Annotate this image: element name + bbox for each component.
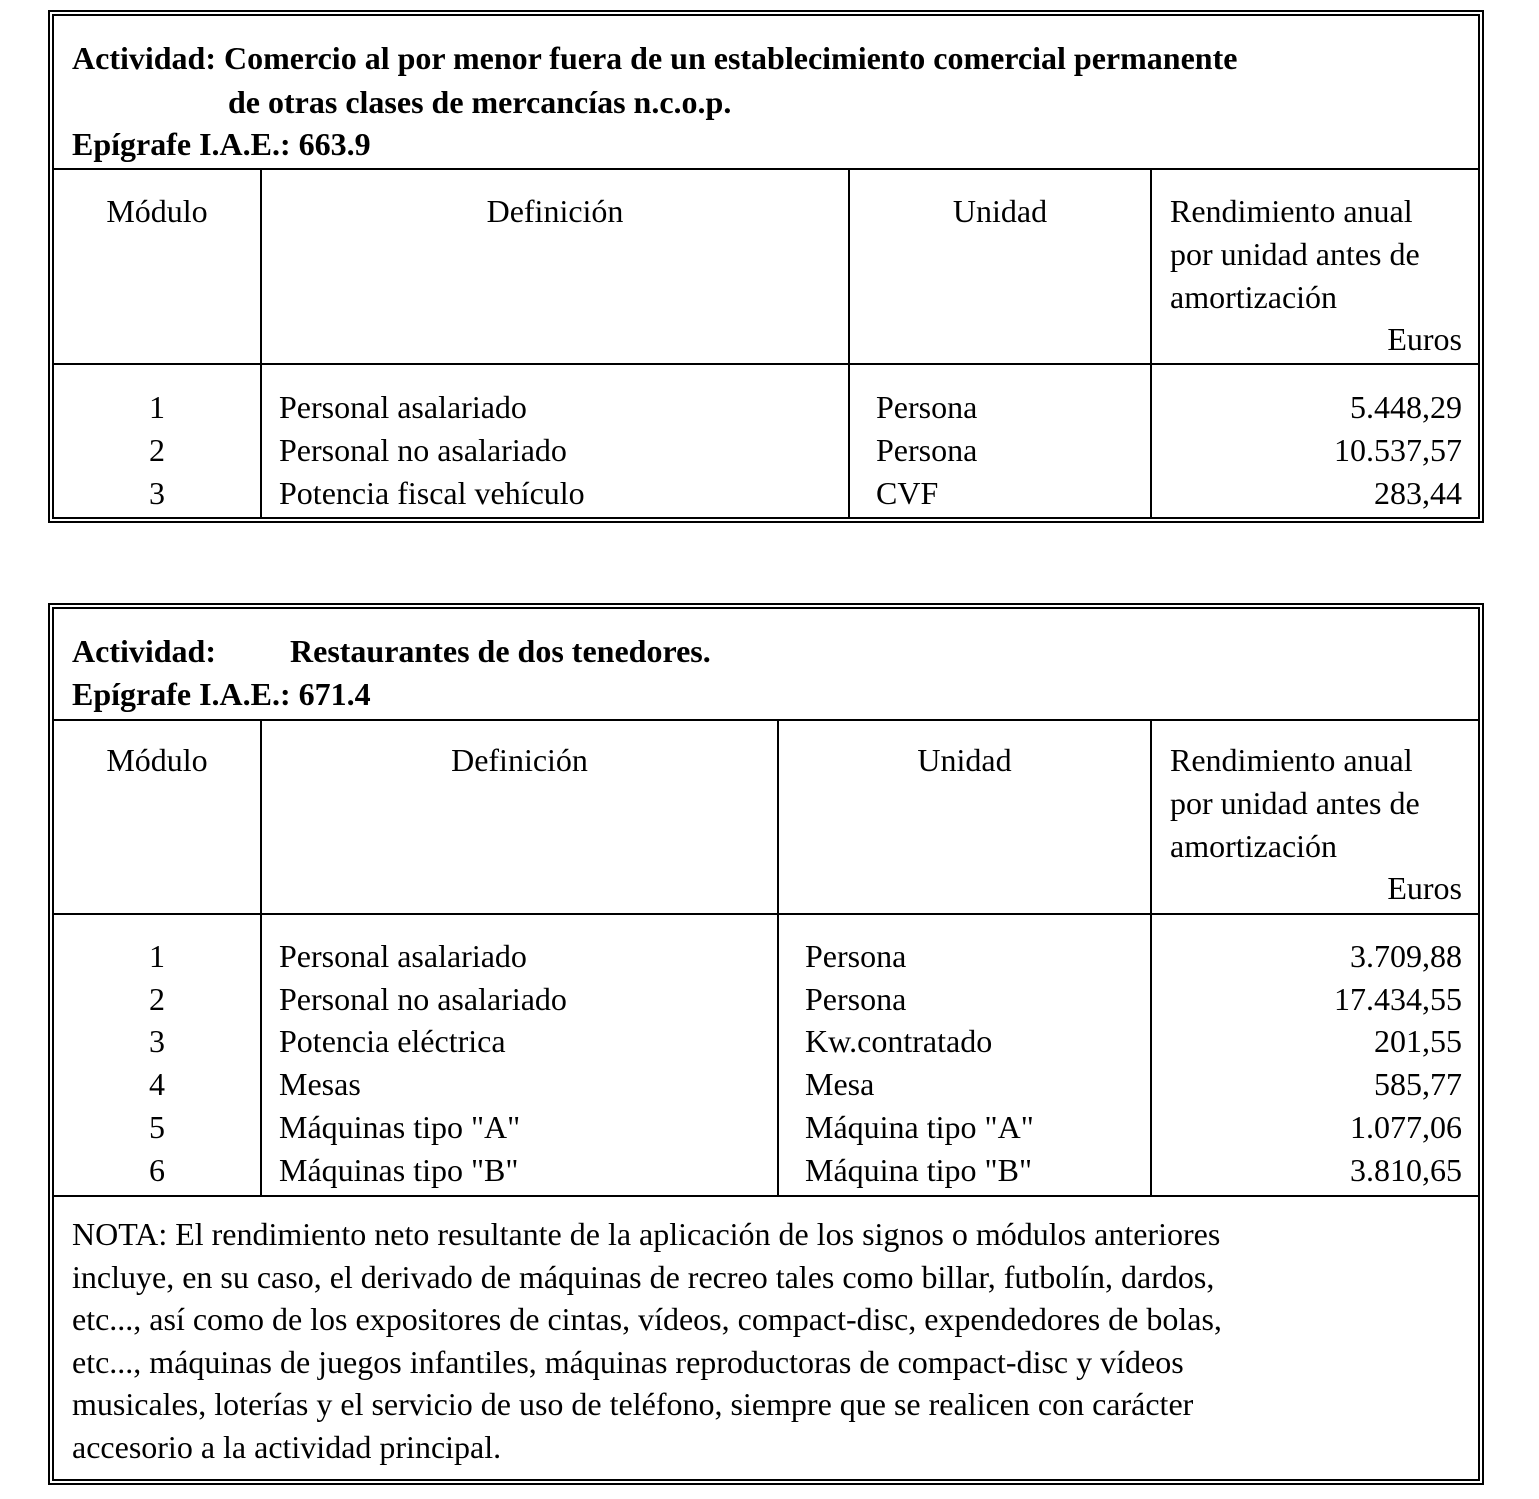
column-header-rendimiento: por unidad antes de	[1170, 236, 1420, 272]
cell-rendimiento: 201,55	[1374, 1023, 1462, 1059]
cell-rendimiento: 585,77	[1374, 1066, 1462, 1102]
cell-modulo: 1	[149, 938, 165, 974]
cell-unidad: Persona	[876, 389, 978, 425]
cell-definicion: Máquinas tipo "A"	[279, 1109, 521, 1145]
column-header-unit-euros: Euros	[1387, 870, 1462, 906]
nota-divider	[54, 1195, 1478, 1197]
cell-definicion: Potencia fiscal vehículo	[279, 475, 585, 511]
cell-unidad: Máquina tipo "A"	[805, 1109, 1034, 1145]
cell-rendimiento: 3.709,88	[1350, 938, 1462, 974]
cell-modulo: 1	[149, 389, 165, 425]
table-header-activity	[54, 609, 1478, 721]
cell-rendimiento: 3.810,65	[1350, 1152, 1462, 1188]
cell-definicion: Personal no asalariado	[279, 981, 567, 1017]
cell-unidad: Kw.contratado	[805, 1023, 993, 1059]
nota-line: incluye, en su caso, el derivado de máquinas de recreo tales como billar, futbolín, dardos,	[72, 1258, 1215, 1295]
activity-name-continued: de otras clases de mercancías n.c.o.p.	[228, 84, 732, 120]
table-header-activity	[54, 16, 1478, 170]
column-header-unidad: Unidad	[952, 193, 1048, 229]
cell-modulo: 2	[149, 432, 165, 468]
cell-rendimiento: 283,44	[1374, 475, 1462, 511]
cell-rendimiento: 17.434,55	[1334, 981, 1462, 1017]
column-divider	[1150, 719, 1152, 1197]
nota-paragraph	[72, 1213, 1460, 1468]
nota-line: NOTA: El rendimiento neto resultante de la aplicación de los signos o módulos anteriores	[72, 1216, 1221, 1252]
nota-line: etc..., así como de los expositores de cintas, vídeos, compact-disc, expendedores de bolas,	[72, 1301, 1222, 1337]
cell-definicion: Mesas	[279, 1066, 361, 1102]
column-divider	[1150, 168, 1152, 517]
column-header-rendimiento: amortización	[1170, 279, 1338, 315]
cell-rendimiento: 10.537,57	[1334, 432, 1462, 468]
cell-unidad: Máquina tipo "B"	[805, 1152, 1032, 1188]
column-header-rendimiento: por unidad antes de	[1170, 785, 1420, 821]
column-divider	[260, 719, 262, 1197]
cell-unidad: Mesa	[805, 1066, 875, 1102]
column-header-definicion: Definición	[451, 742, 588, 778]
column-header-definicion: Definición	[486, 193, 624, 229]
cell-modulo: 3	[149, 475, 165, 511]
cell-definicion: Personal asalariado	[279, 938, 527, 974]
cell-definicion: Máquinas tipo "B"	[279, 1152, 519, 1188]
cell-modulo: 5	[149, 1109, 165, 1145]
activity-name: Restaurantes de dos tenedores.	[290, 633, 711, 669]
iae-table-663-9	[48, 10, 1484, 523]
activity-label: Actividad:	[72, 40, 216, 76]
cell-rendimiento: 5.448,29	[1350, 389, 1462, 425]
header-divider	[54, 363, 1478, 365]
epigrafe: Epígrafe I.A.E.: 663.9	[72, 126, 371, 162]
iae-table-671-4	[48, 603, 1484, 1485]
cell-rendimiento: 1.077,06	[1350, 1109, 1462, 1145]
cell-definicion: Personal no asalariado	[279, 432, 567, 468]
column-header-unit-euros: Euros	[1387, 321, 1462, 357]
column-header-modulo: Módulo	[106, 742, 208, 778]
column-header-unidad: Unidad	[917, 742, 1012, 778]
cell-unidad: CVF	[876, 475, 939, 511]
cell-unidad: Persona	[876, 432, 978, 468]
cell-definicion: Potencia eléctrica	[279, 1023, 506, 1059]
column-header-rendimiento: Rendimiento anual	[1170, 742, 1413, 778]
cell-unidad: Persona	[805, 938, 907, 974]
cell-modulo: 6	[149, 1152, 165, 1188]
column-divider	[777, 719, 779, 1197]
epigrafe: Epígrafe I.A.E.: 671.4	[72, 676, 371, 712]
nota-line: etc..., máquinas de juegos infantiles, máquinas reproductoras de compact-disc y vídeos	[72, 1343, 1184, 1380]
cell-modulo: 2	[149, 981, 165, 1017]
activity-label: Actividad:	[72, 633, 216, 669]
cell-modulo: 4	[149, 1066, 165, 1102]
nota-line: accesorio a la actividad principal.	[72, 1428, 502, 1465]
column-header-modulo: Módulo	[106, 193, 208, 229]
header-divider	[54, 913, 1478, 915]
cell-modulo: 3	[149, 1023, 165, 1059]
activity-name: Comercio al por menor fuera de un establecimiento comercial permanente	[224, 40, 1238, 76]
nota-line: musicales, loterías y el servicio de uso de teléfono, siempre que se realicen con carácter	[72, 1386, 1194, 1422]
cell-unidad: Persona	[805, 981, 907, 1017]
column-header-rendimiento: amortización	[1170, 828, 1338, 864]
column-header-rendimiento: Rendimiento anual	[1170, 193, 1413, 229]
cell-definicion: Personal asalariado	[279, 389, 527, 425]
